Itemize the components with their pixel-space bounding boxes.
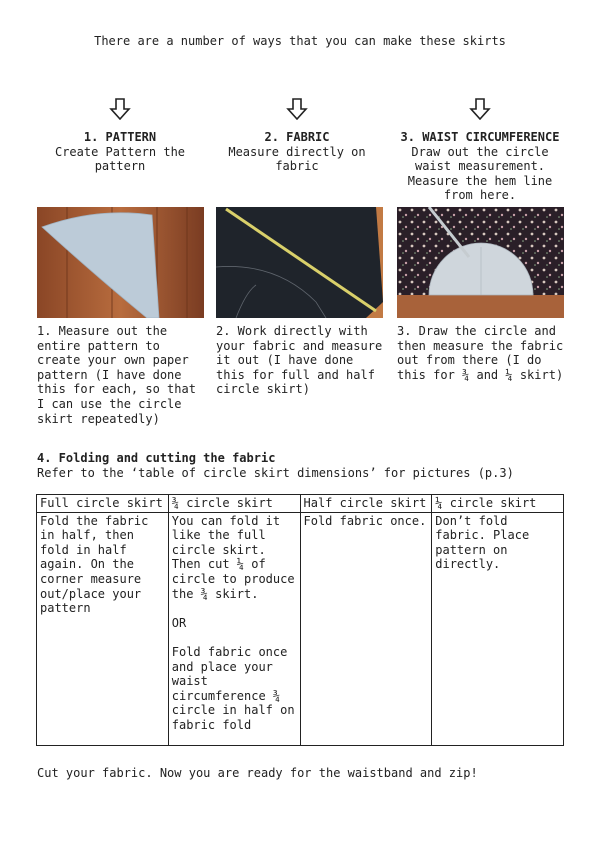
header-three-quarter-circle: ¾ circle skirt: [168, 495, 300, 513]
cell-full-circle: Fold the fabric in half, then fold in half again. On the corner measure out/place your pattern: [37, 512, 169, 745]
section-title: 4. Folding and cutting the fabric: [37, 451, 276, 465]
step-column-waist: [395, 98, 565, 203]
footer-text: Cut your fabric. Now you are ready for the waistband and zip!: [37, 766, 478, 780]
step-text: Create Pattern the pattern: [54, 144, 186, 174]
step-column-fabric: [212, 98, 382, 174]
cell-quarter-circle: Don’t fold fabric. Place pattern on directly.: [432, 512, 564, 745]
step-caption: 3. Draw the circle and then measure the fabric out from there (I do this for ¾ and ¼ skirt): [397, 324, 564, 382]
cell-or-text: OR: [171, 615, 187, 630]
fabric-photo: [216, 207, 383, 318]
step-text: Draw out the circle waist measurement. Measure the hem line from here.: [407, 144, 553, 203]
step-caption: 2. Work directly with your fabric and measure it out (I have done this for full and half circle skirt): [216, 324, 383, 397]
header-full-circle: Full circle skirt: [37, 495, 169, 513]
cell-text: You can fold it like the full circle skirt. Then cut ¼ of circle to produce the ¾ skirt.: [171, 513, 295, 601]
skirt-dimensions-table: [36, 494, 564, 746]
arrow-down-icon: [469, 98, 491, 120]
section-subtitle: Refer to the ‘table of circle skirt dimensions’ for pictures (p.3): [37, 466, 514, 480]
pattern-photo: [37, 207, 204, 318]
cell-three-quarter-circle: [168, 512, 300, 745]
step-column-pattern: [35, 98, 205, 174]
table-header-row: [37, 495, 564, 513]
cell-text: Fold fabric once and place your waist circumference ¾ circle in half on fabric fold: [171, 644, 295, 732]
table-row: [37, 512, 564, 745]
header-half-circle: Half circle skirt: [300, 495, 432, 513]
waist-photo: [397, 207, 564, 318]
arrow-down-icon: [286, 98, 308, 120]
step-caption: 1. Measure out the entire pattern to create your own paper pattern (I have done this for each, so that I can use the circle skirt repeatedly): [37, 324, 196, 426]
header-quarter-circle: ¼ circle skirt: [432, 495, 564, 513]
step-title: 1. PATTERN: [83, 130, 157, 144]
step-title: 2. FABRIC: [264, 130, 330, 144]
arrow-down-icon: [109, 98, 131, 120]
cell-half-circle: Fold fabric once.: [300, 512, 432, 745]
intro-text: There are a number of ways that you can make these skirts: [94, 34, 506, 48]
step-text: Measure directly on fabric: [228, 144, 366, 174]
step-title: 3. WAIST CIRCUMFERENCE: [400, 130, 560, 144]
